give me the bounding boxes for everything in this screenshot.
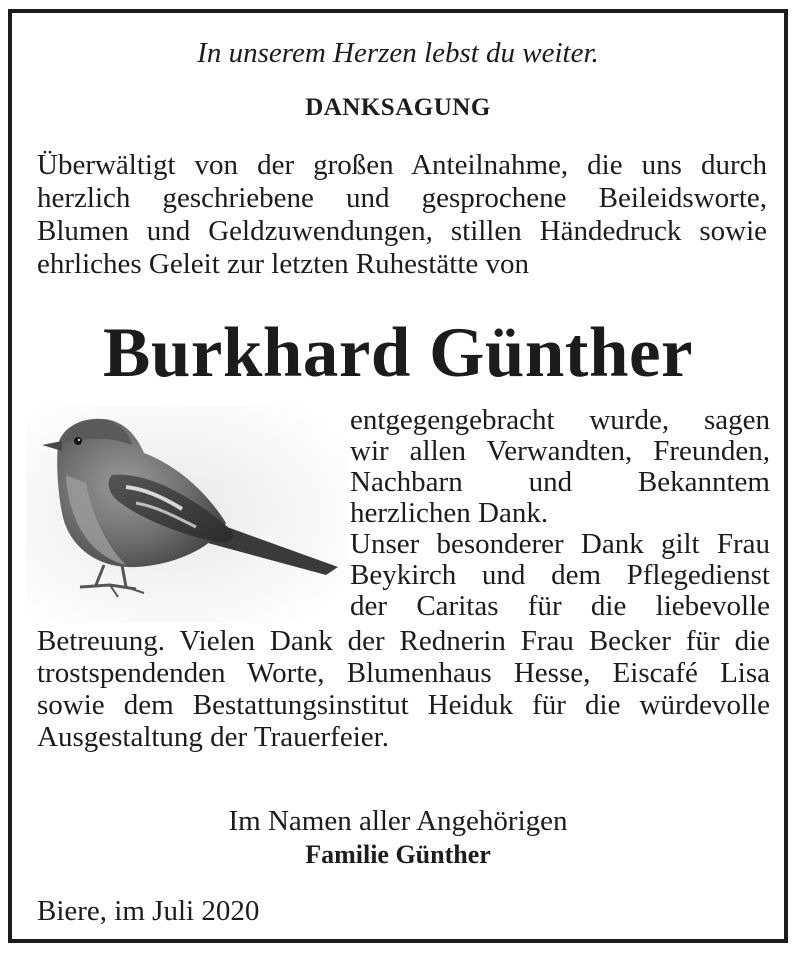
text-line: Unser besonderer Dank gilt Frau — [350, 528, 770, 560]
closing-line: Im Namen aller Angehörigen — [228, 805, 568, 837]
text-line: der Caritas für die liebevolle — [350, 590, 770, 622]
text-line: trostspendenden Worte, Blumenhaus Hesse, Eiscafé Lisa — [37, 657, 770, 689]
body-paragraph — [37, 625, 770, 753]
text-line: Ausgestaltung der Trauerfeier. — [37, 721, 389, 753]
intro-line: herzlich geschriebene und gesprochene Beileidsworte, — [37, 182, 767, 214]
right-column-text — [350, 405, 770, 622]
family-signature: Familie Günther — [305, 840, 491, 869]
text-line: sowie dem Bestattungsinstitut Heiduk für die würdevolle — [37, 689, 770, 721]
text-line: wir allen Verwandten, Freunden, — [350, 435, 770, 467]
bird-icon — [26, 405, 348, 623]
place-date: Biere, im Juli 2020 — [37, 895, 260, 927]
text-line: herzlichen Dank. — [350, 497, 549, 529]
text-line: Beykirch und dem Pflegedienst — [350, 559, 770, 591]
deceased-name: Burkhard Günther — [103, 314, 693, 392]
intro-line: ehrliches Geleit zur letzten Ruhestätte von — [37, 248, 530, 280]
text-line: entgegengebracht wurde, sagen — [350, 404, 770, 436]
heading: DANKSAGUNG — [305, 94, 491, 121]
intro-paragraph — [37, 149, 767, 281]
text-line: Nachbarn und Bekanntem — [350, 466, 770, 498]
text-line: Betreuung. Vielen Dank der Rednerin Frau Becker für die — [37, 625, 770, 657]
intro-line: Überwältigt von der großen Anteilnahme, die uns durch — [37, 149, 767, 181]
intro-line: Blumen und Geldzuwendungen, stillen Händedruck sowie — [37, 215, 767, 247]
motto: In unserem Herzen lebst du weiter. — [197, 37, 599, 69]
obituary-notice — [8, 9, 788, 943]
